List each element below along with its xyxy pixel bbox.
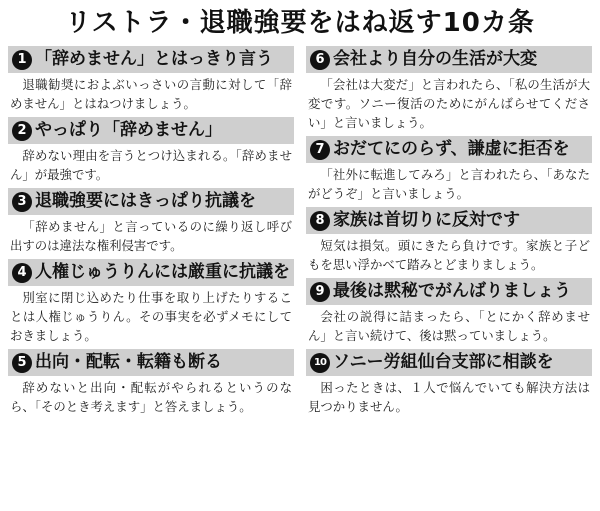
rule-number-badge: 8	[310, 211, 330, 231]
rule-item-1	[8, 46, 294, 113]
rule-number-badge: 4	[12, 263, 32, 283]
rule-body-9: 会社の説得に詰まったら、「とにかく辞めません」と言い続けて、後は黙っていましょう。	[308, 309, 590, 343]
rule-heading-3	[8, 188, 294, 215]
rule-heading-text: ソニー労組仙台支部に相談を	[333, 352, 554, 372]
rule-item-3	[8, 188, 294, 255]
rule-item-6	[306, 46, 592, 132]
rule-number-badge: 10	[310, 353, 330, 373]
rule-body-3: 「辞めません」と言っているのに繰り返し呼び出すのは違法な権利侵害です。	[10, 219, 292, 253]
rule-body-1: 退職勧奨におよぶいっさいの言動に対して「辞めません」とはねつけましょう。	[10, 77, 292, 111]
rule-item-4	[8, 259, 294, 345]
rule-body-7: 「社外に転進してみろ」と言われたら、「あなたがどうぞ」と言いましょう。	[308, 167, 590, 201]
rule-number-badge: 2	[12, 121, 32, 141]
rule-number-badge: 5	[12, 353, 32, 373]
rule-body-8: 短気は損気。頭にきたら負けです。家族と子どもを思い浮かべて踏みとどまりましょう。	[308, 238, 590, 272]
rule-heading-2	[8, 117, 294, 144]
page-title: リストラ・退職強要をはね返す10カ条	[65, 8, 535, 38]
rule-body-6: 「会社は大変だ」と言われたら、「私の生活が大変です。ソニー復活のためにがんばらせてください」と言いましょう。	[308, 77, 590, 130]
rule-heading-text: 最後は黙秘でがんばりましょう	[333, 281, 571, 301]
rule-heading-10	[306, 349, 592, 376]
left-column	[8, 46, 294, 420]
rule-heading-text: おだてにのらず、謙虚に拒否を	[333, 139, 570, 159]
rule-heading-6	[306, 46, 592, 73]
rule-number-badge: 7	[310, 140, 330, 160]
rule-body-2: 辞めない理由を言うとつけ込まれる。「辞めません」が最強です。	[10, 148, 292, 182]
rule-heading-text: 会社より自分の生活が大変	[333, 49, 537, 69]
rule-item-2	[8, 117, 294, 184]
rule-item-5	[8, 349, 294, 416]
right-column	[306, 46, 592, 420]
rule-heading-text: 家族は首切りに反対です	[333, 210, 520, 230]
rule-heading-text: 人権じゅうりんには厳重に抗議を	[35, 262, 290, 282]
rule-number-badge: 6	[310, 50, 330, 70]
rule-number-badge: 9	[310, 282, 330, 302]
rule-heading-4	[8, 259, 294, 286]
rule-heading-7	[306, 136, 592, 163]
rule-number-badge: 1	[12, 50, 32, 70]
rule-body-4: 別室に閉じ込めたり仕事を取り上げたりすることは人権じゅうりん。その事実を必ずメモにしておきましょう。	[10, 290, 292, 343]
rule-heading-8	[306, 207, 592, 234]
rules-columns	[8, 46, 592, 420]
rule-heading-text: やっぱり「辞めません」	[35, 120, 222, 140]
rule-item-10	[306, 349, 592, 416]
rule-body-5: 辞めないと出向・配転がやられるというのなら、「そのとき考えます」と答えましょう。	[10, 380, 292, 414]
rule-item-7	[306, 136, 592, 203]
rule-heading-text: 出向・配転・転籍も断る	[35, 352, 222, 372]
rule-number-badge: 3	[12, 192, 32, 212]
rule-heading-9	[306, 278, 592, 305]
rule-heading-text: 「辞めません」とはっきり言う	[35, 49, 273, 69]
rule-item-8	[306, 207, 592, 274]
rule-heading-text: 退職強要にはきっぱり抗議を	[35, 191, 256, 211]
rule-body-10: 困ったときは、１人で悩んでいても解決方法は見つかりません。	[308, 380, 590, 414]
rule-heading-1	[8, 46, 294, 73]
rule-heading-5	[8, 349, 294, 376]
rule-item-9	[306, 278, 592, 345]
